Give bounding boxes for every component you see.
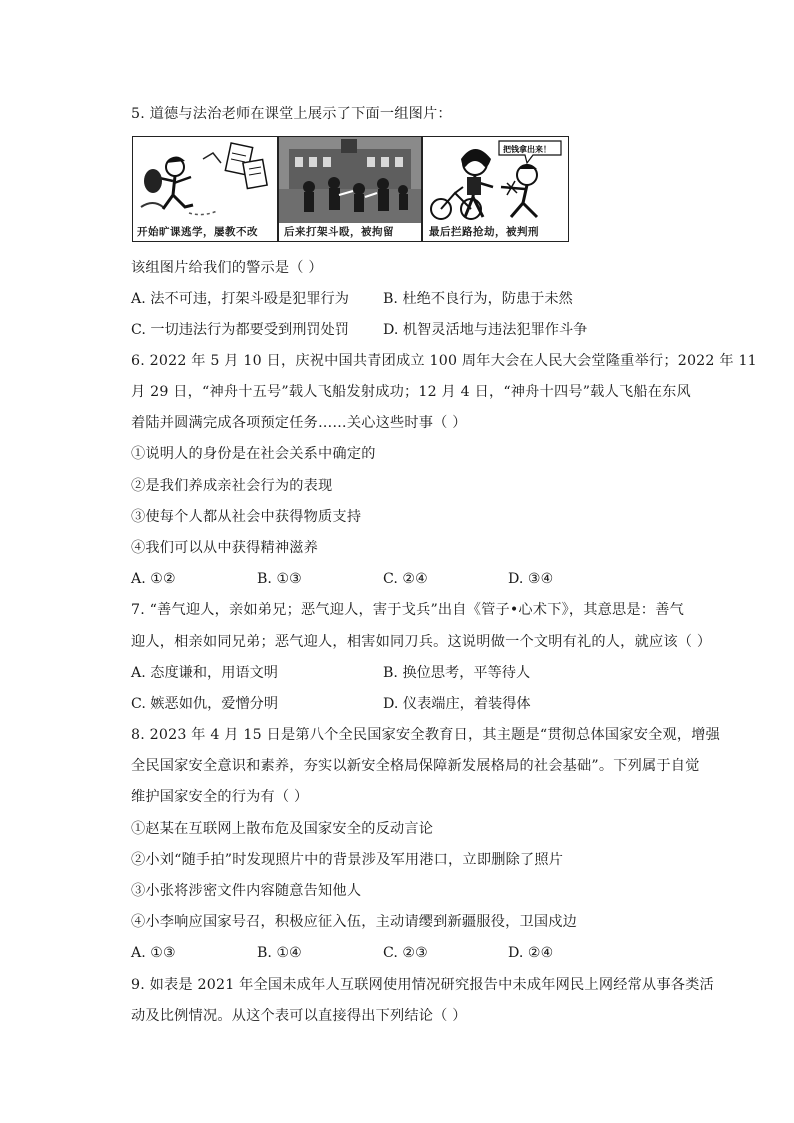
q9-line-1: 9. 如表是 2021 年全国未成年人互联网使用情况研究报告中未成年网民上网经常从事各类活 [131,977,714,993]
q6-item-3: ③使每个人都从社会中获得物质支持 [131,509,362,525]
q5-option-b: B. 杜绝不良行为，防患于未然 [383,291,573,307]
q6-line-3: 着陆并圆满完成各项预定任务……关心这些时事（ ） [131,415,467,431]
q8-item-3: ③小张将涉密文件内容随意告知他人 [131,883,362,899]
comic-panel-2 [279,137,421,223]
q6-option-c: C. ②④ [383,571,428,587]
q7-option-b: B. 换位思考，平等待人 [383,665,531,681]
q8-item-4: ④小李响应国家号召，积极应征入伍，主动请缨到新疆服役，卫国戍边 [131,914,578,930]
speech-bubble-text: 把钱拿出来！ [503,145,551,154]
q8-option-c: C. ②③ [383,945,428,961]
q8-option-d: D. ②④ [508,945,554,961]
q5-option-a: A. 法不可违，打架斗殴是犯罪行为 [131,291,349,307]
q6-line-1: 6. 2022 年 5 月 10 日，庆祝中国共青团成立 100 周年大会在人民大会堂隆重举行；2022 年 11 [131,353,757,369]
q6-item-1: ①说明人的身份是在社会关系中确定的 [131,446,376,462]
q6-item-4: ④我们可以从中获得精神滋养 [131,540,319,556]
q7-option-c: C. 嫉恶如仇，爱憎分明 [131,696,279,712]
q6-option-b: B. ①③ [257,571,302,587]
q8-option-b: B. ①④ [257,945,302,961]
street-fight-illustration [279,137,421,223]
q6-line-2: 月 29 日，“神舟十五号”载人飞船发射成功；12 月 4 日，“神舟十四号”载人飞船在东风 [131,384,691,400]
q8-option-a: A. ①③ [131,945,176,961]
truant-student-illustration [133,137,278,223]
q6-item-2: ②是我们养成亲社会行为的表现 [131,478,333,494]
comic-strip [132,136,569,242]
comic-caption-3: 最后拦路抢劫，被判刑 [429,226,539,238]
q6-option-d: D. ③④ [508,571,554,587]
comic-caption-2: 后来打架斗殴，被拘留 [284,226,394,238]
q8-line-3: 维护国家安全的行为有（ ） [131,789,309,805]
q7-option-a: A. 态度谦和，用语文明 [131,665,278,681]
q8-item-2: ②小刘“随手拍”时发现照片中的背景涉及军用港口，立即删除了照片 [131,852,564,868]
robbery-illustration [423,137,567,223]
comic-caption-1: 开始旷课逃学，屡教不改 [137,226,258,238]
q8-line-2: 全民国家安全意识和素养，夯实以新安全格局保障新发展格局的社会基础”。下列属于自觉 [131,758,700,774]
q9-line-2: 动及比例情况。从这个表可以直接得出下列结论（ ） [131,1008,467,1024]
q6-option-a: A. ①② [131,571,176,587]
q7-line-2: 迎人，相亲如同兄弟；恶气迎人，相害如同刀兵。这说明做一个文明有礼的人，就应该（ ） [131,634,712,650]
q5-stem: 5. 道德与法治老师在课堂上展示了下面一组图片： [131,106,452,122]
q7-option-d: D. 仪表端庄，着装得体 [383,696,531,712]
comic-panel-3 [423,137,567,223]
q5-option-d: D. 机智灵活地与违法犯罪作斗争 [383,322,588,338]
q8-item-1: ①赵某在互联网上散布危及国家安全的反动言论 [131,821,434,837]
q7-line-1: 7. “善气迎人，亲如弟兄；恶气迎人，害于戈兵”出自《管子•心术下》，其意思是：善气 [131,602,684,618]
q5-question: 该组图片给我们的警示是（ ） [131,260,323,276]
q5-option-c: C. 一切违法行为都要受到刑罚处罚 [131,322,349,338]
q8-line-1: 8. 2023 年 4 月 15 日是第八个全民国家安全教育日，其主题是“贯彻总体国家安全观，增强 [131,727,721,743]
comic-panel-1 [133,137,278,223]
